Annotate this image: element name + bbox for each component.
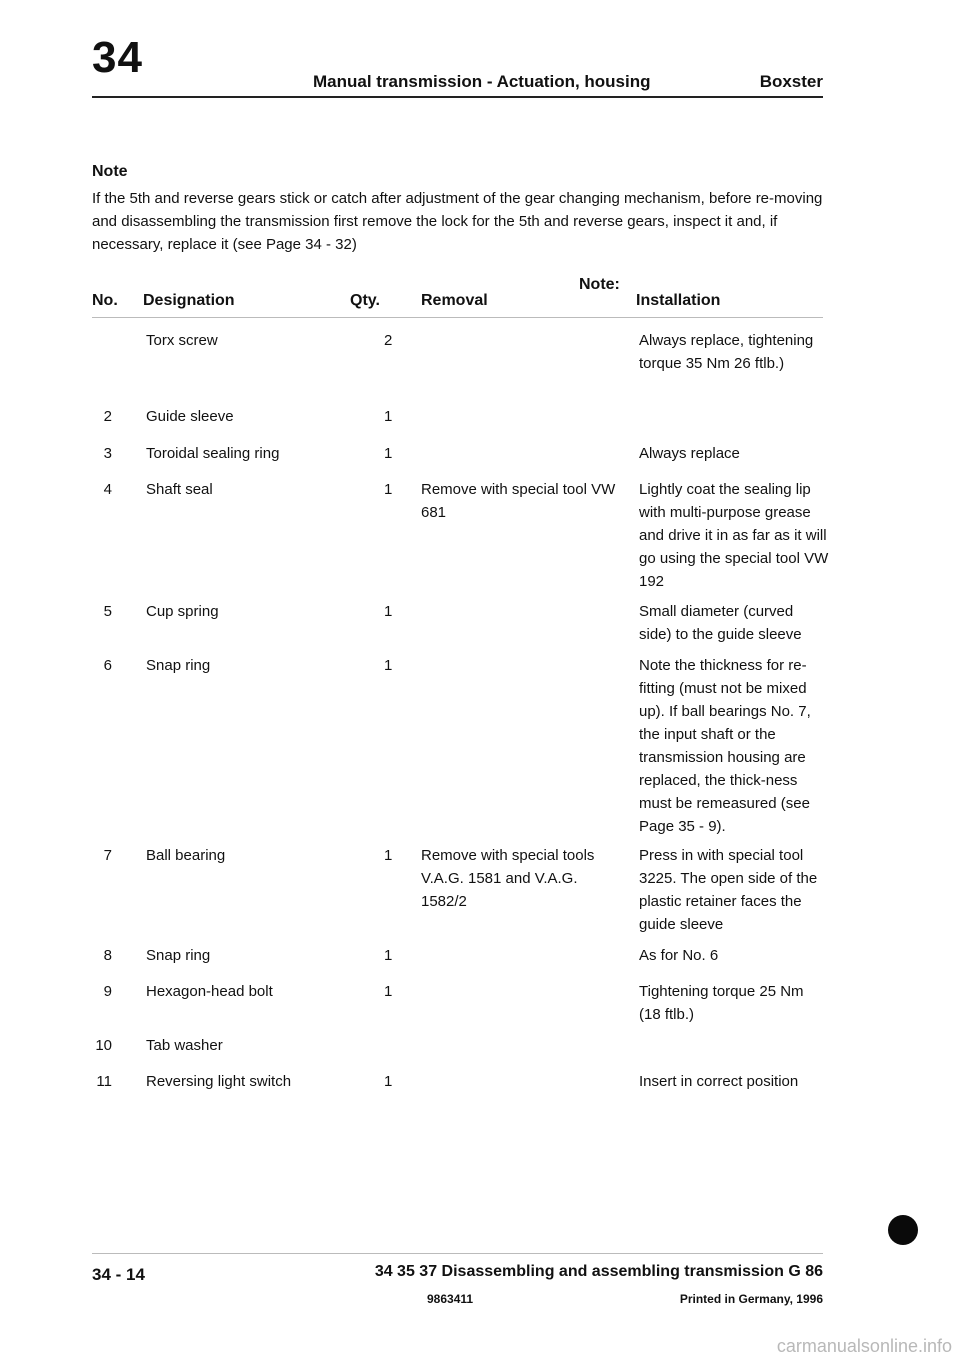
row-number: 5 bbox=[103, 603, 112, 620]
row-number: 7 bbox=[103, 847, 112, 864]
row-installation: Insert in correct position bbox=[639, 1073, 799, 1090]
row-qty: 1 bbox=[384, 1073, 393, 1090]
row-number: 9 bbox=[103, 983, 112, 1000]
row-designation: Torx screw bbox=[146, 332, 218, 349]
header-title: Manual transmission - Actuation, housing bbox=[313, 72, 651, 91]
row-designation: Cup spring bbox=[146, 603, 219, 620]
row-designation: Toroidal sealing ring bbox=[146, 445, 280, 462]
row-qty: 1 bbox=[384, 983, 393, 1000]
row-qty: 2 bbox=[384, 332, 393, 349]
row-number: 6 bbox=[103, 657, 112, 674]
row-number: 4 bbox=[103, 481, 112, 498]
row-designation: Guide sleeve bbox=[146, 408, 234, 425]
row-installation: As for No. 6 bbox=[639, 947, 719, 964]
row-removal: Remove with special tools V.A.G. 1581 and V.A.G. 1582/2 bbox=[421, 847, 595, 910]
row-number: 8 bbox=[103, 947, 112, 964]
row-number: 10 bbox=[95, 1037, 112, 1054]
row-installation: Always replace bbox=[639, 445, 740, 462]
note-heading: Note bbox=[92, 163, 128, 180]
row-qty: 1 bbox=[384, 603, 393, 620]
row-number: 2 bbox=[103, 408, 112, 425]
row-designation: Tab washer bbox=[146, 1037, 223, 1054]
row-installation: Tightening torque 25 Nm (18 ftlb.) bbox=[639, 983, 804, 1023]
header-no: No. bbox=[92, 292, 118, 309]
row-designation: Reversing light switch bbox=[146, 1073, 292, 1090]
footer-code: 9863411 bbox=[427, 1292, 474, 1306]
row-installation: Note the thickness for re-fitting (must not be mixed up). If ball bearings No. 7, the input shaft or the transmission housing are replaced, the thick-ness must be remeasured (see Page 35 - 9). bbox=[639, 657, 811, 835]
row-qty: 1 bbox=[384, 445, 393, 462]
row-number: 3 bbox=[103, 445, 112, 462]
footer-page-number: 34 - 14 bbox=[92, 1265, 145, 1284]
row-removal: Remove with special tool VW 681 bbox=[421, 481, 616, 521]
header-designation: Designation bbox=[143, 292, 235, 309]
column-group-label: Note: bbox=[579, 276, 620, 293]
row-designation: Shaft seal bbox=[146, 481, 213, 498]
row-installation: Small diameter (curved side) to the guide sleeve bbox=[639, 603, 802, 643]
row-number: 11 bbox=[96, 1073, 112, 1090]
registration-mark-icon bbox=[888, 1215, 918, 1245]
row-qty: 1 bbox=[384, 947, 393, 964]
row-designation: Ball bearing bbox=[146, 847, 226, 864]
row-qty: 1 bbox=[384, 408, 393, 425]
table-header-rule bbox=[92, 317, 823, 318]
header-installation: Installation bbox=[636, 292, 721, 309]
header-rule bbox=[92, 96, 823, 98]
footer-rule bbox=[92, 1253, 823, 1254]
chapter-number: 34 bbox=[92, 33, 143, 82]
header-removal: Removal bbox=[421, 292, 488, 309]
row-installation: Press in with special tool 3225. The open side of the plastic retainer faces the guide sleeve bbox=[639, 847, 818, 933]
header-model: Boxster bbox=[759, 72, 823, 91]
row-qty: 1 bbox=[384, 657, 393, 674]
row-designation: Snap ring bbox=[146, 657, 211, 674]
row-designation: Snap ring bbox=[146, 947, 211, 964]
row-qty: 1 bbox=[384, 847, 393, 864]
row-qty: 1 bbox=[384, 481, 393, 498]
watermark: carmanualsonline.info bbox=[776, 1336, 952, 1356]
footer-printed: Printed in Germany, 1996 bbox=[679, 1292, 823, 1306]
row-installation: Always replace, tightening torque 35 Nm 26 ftlb.) bbox=[639, 332, 814, 372]
footer-title: 34 35 37 Disassembling and assembling transmission G 86 bbox=[374, 1263, 823, 1280]
row-designation: Hexagon-head bolt bbox=[146, 983, 273, 1000]
note-text: If the 5th and reverse gears stick or catch after adjustment of the gear changing mechanism, before re-moving and disassembling the transmission first remove the lock for the 5th and reverse gears, inspect it and, if necessary, replace it (see Page 34 - 32) bbox=[92, 190, 823, 253]
header-qty: Qty. bbox=[350, 292, 380, 309]
row-installation: Lightly coat the sealing lip with multi-purpose grease and drive it in as far as it will go using the special tool VW 192 bbox=[639, 481, 829, 590]
